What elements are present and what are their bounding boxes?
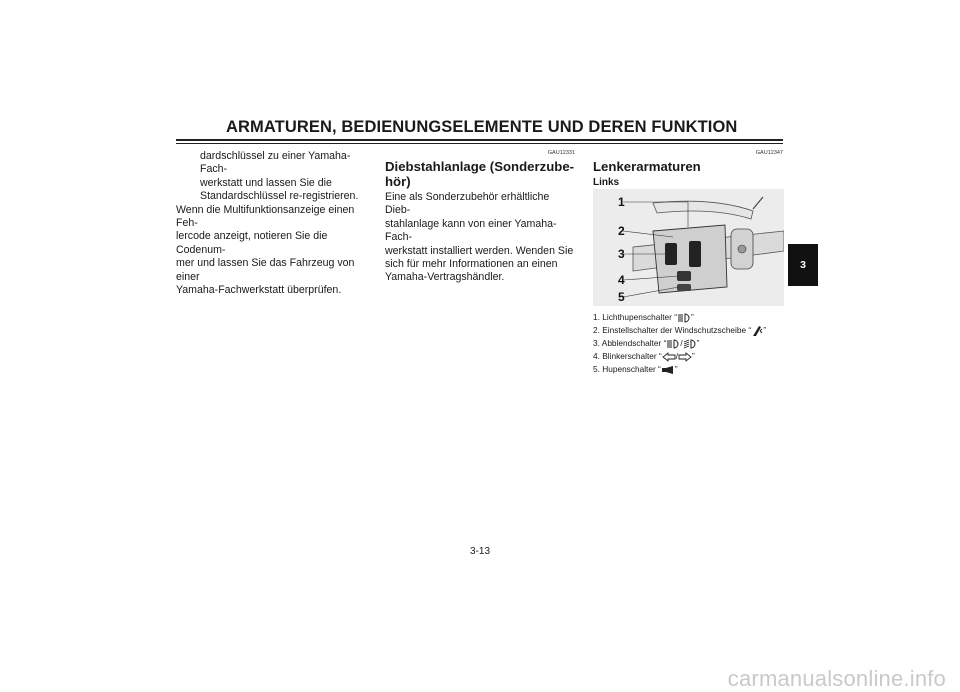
subheading: Links [593,177,620,188]
body-text-line: sich für mehr Informationen an einen [385,258,558,271]
heading-line: Diebstahlanlage (Sonderzube- [385,159,575,174]
high-beam-icon [677,313,691,323]
watermark: carmanualsonline.info [727,666,946,691]
left-turn-arrow-icon [662,352,676,362]
high-beam-icon [666,339,680,349]
figure-number: 3 [618,247,625,262]
figure-legend [593,311,789,376]
page-title: ARMATUREN, BEDIENUNGSELEMENTE UND DEREN FUNKTION [226,118,738,136]
horn-icon [661,365,675,375]
body-text-line: lercode anzeigt, notieren Sie die Codenum- [176,230,328,256]
section-code: GAU12347 [755,150,783,156]
page-number: 3-13 [469,546,490,557]
legend-item: 4. Blinkerschalter “ / ” [593,351,695,362]
section-heading [385,159,575,189]
body-text-line: Yamaha-Vertragshändler. [385,271,505,284]
section-code: GAU12331 [547,150,575,156]
body-text-line: Wenn die Multifunktionsanzeige einen Feh- [176,203,355,230]
continued-text-line: Standardschlüssel re-registrieren. [200,190,359,203]
handlebar-illustration [593,189,784,306]
body-text-line: stahlanlage kann von einer Yamaha-Fach- [385,217,557,244]
figure-number: 1 [618,195,625,210]
column-2 [385,150,575,285]
column-3 [593,150,789,376]
low-beam-icon [683,339,697,349]
body-text-line: werkstatt installiert werden. Wenden Sie [385,244,574,257]
right-turn-arrow-icon [678,352,692,362]
windshield-icon [751,325,763,337]
heading-line: hör) [385,174,411,189]
legend-item: 3. Abblendschalter “ / ” [593,338,700,349]
header-rule-thin [176,143,783,144]
continued-text-line: werkstatt und lassen Sie die [200,176,332,189]
body-text-line: Yamaha-Fachwerkstatt überprüfen. [176,284,342,297]
body-text-line: Eine als Sonderzubehör erhältliche Dieb- [385,191,550,217]
header-rule [176,139,783,141]
figure-number: 2 [618,224,625,239]
legend-item: 1. Lichthupenschalter “ ” [593,312,694,323]
figure-number: 4 [618,273,625,288]
section-heading: Lenkerarmaturen [593,159,701,174]
figure-number: 5 [618,290,625,305]
continued-text-line: dardschlüssel zu einer Yamaha-Fach- [200,150,351,176]
column-1 [176,150,372,297]
legend-item: 5. Hupenschalter “ ” [593,364,678,375]
handlebar-switches-figure [593,189,784,306]
chapter-tab: 3 [788,244,818,286]
legend-item: 2. Einstellschalter der Windschutzscheibe “ ” [593,325,766,336]
body-text-line: mer und lassen Sie das Fahrzeug von einer [176,257,355,283]
